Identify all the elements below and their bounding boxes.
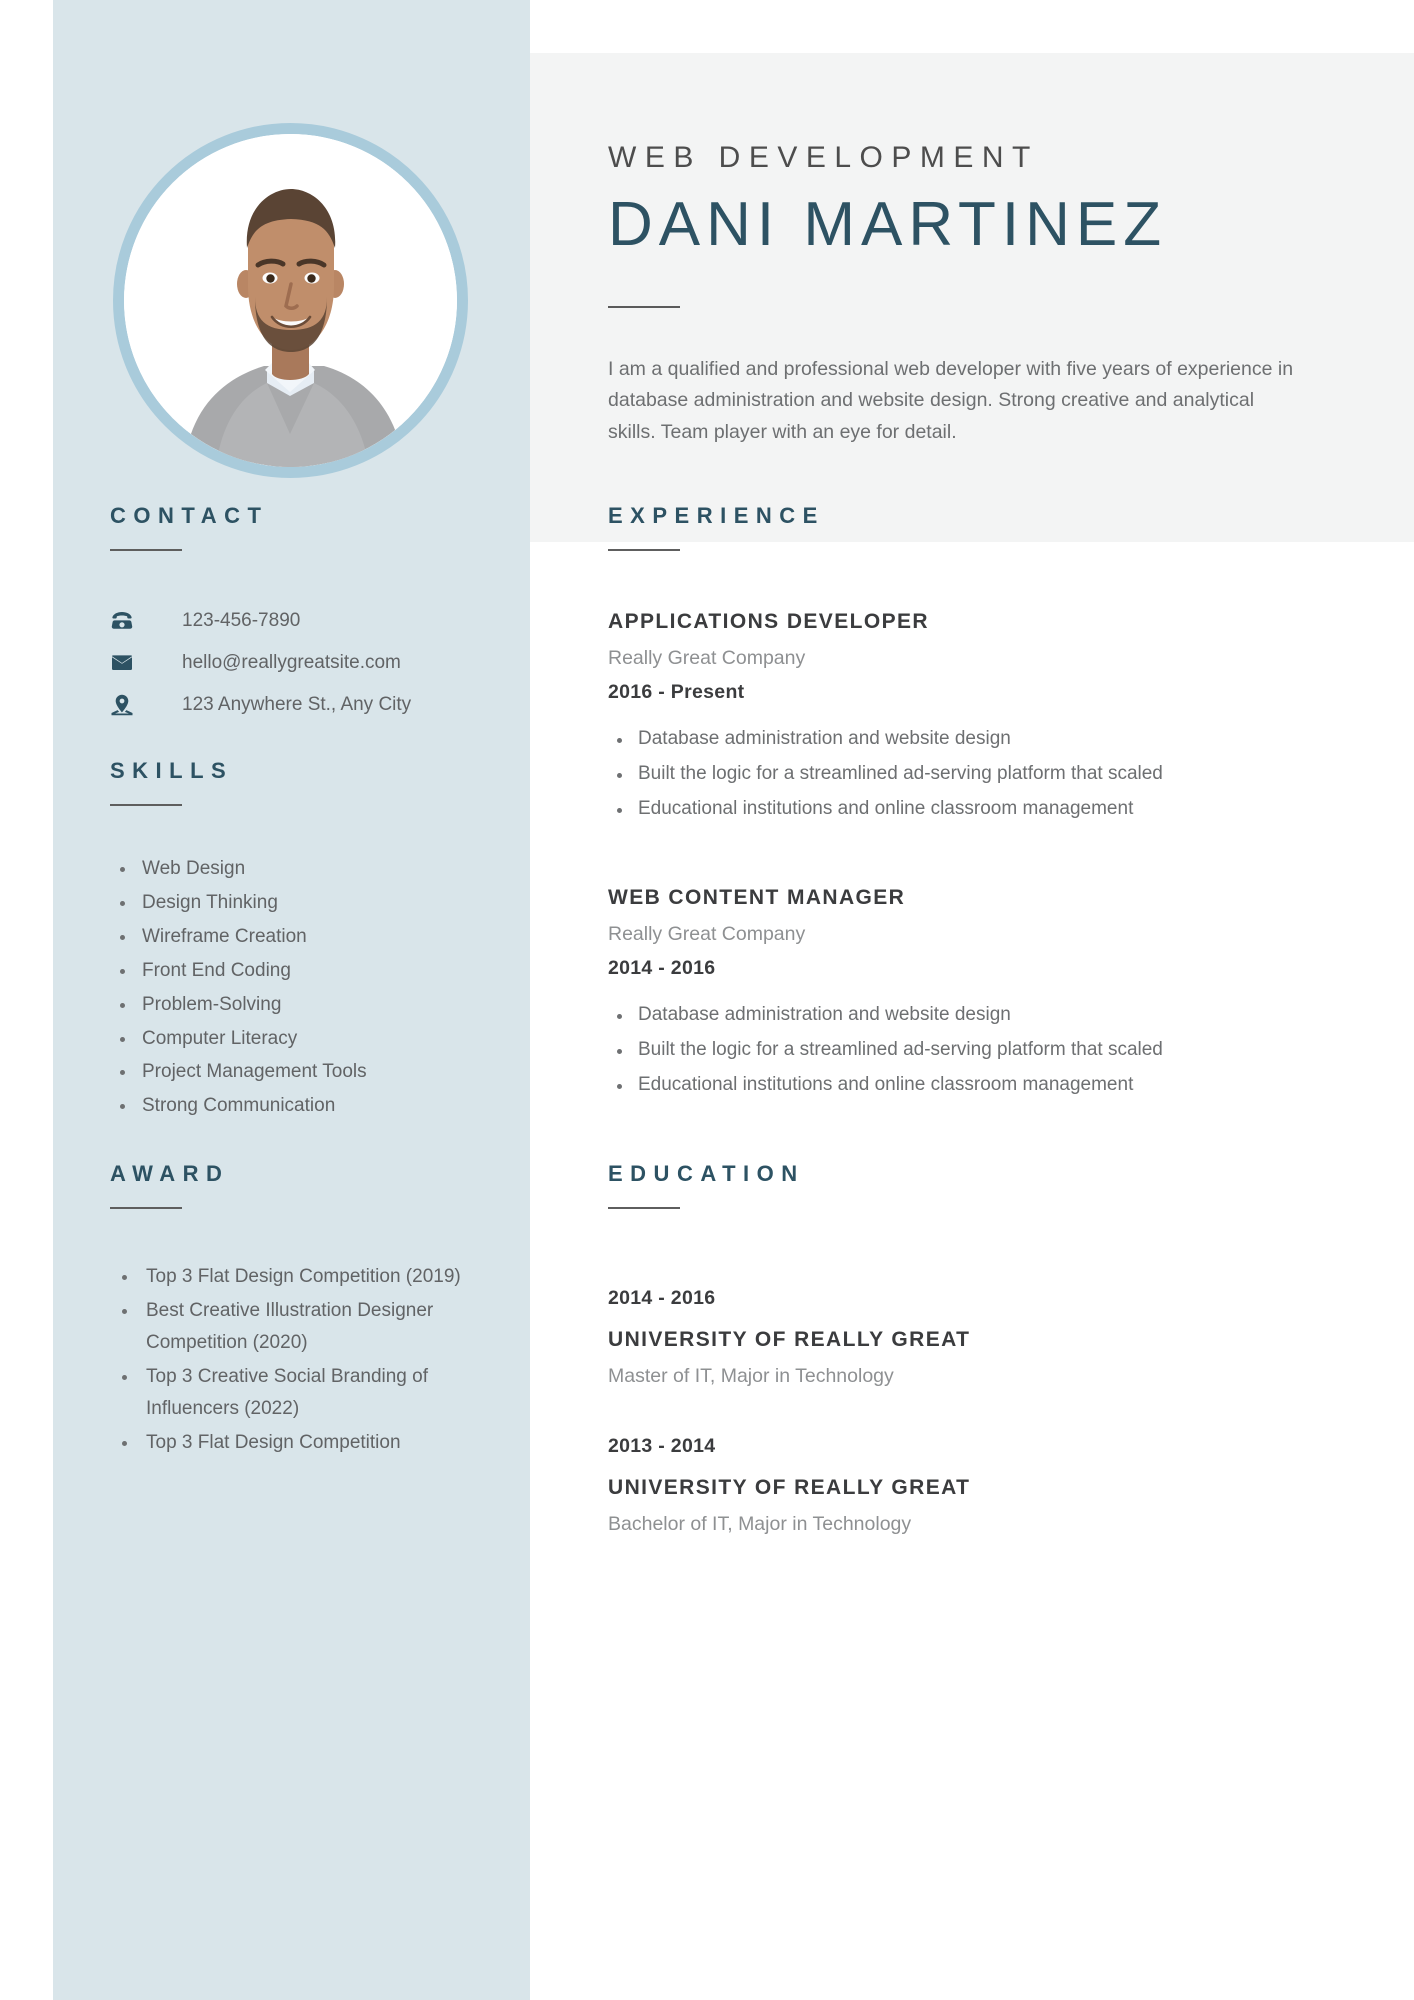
education-section-title: EDUCATION	[608, 1161, 805, 1186]
contact-section	[110, 505, 510, 726]
experience-section-divider	[608, 549, 680, 551]
list-item: Top 3 Flat Design Competition (2019)	[110, 1261, 480, 1293]
award-list	[110, 1261, 480, 1458]
list-item: Database administration and website design	[608, 723, 1348, 756]
skills-section-divider	[110, 804, 182, 806]
contact-item-phone[interactable]	[110, 600, 510, 642]
job-responsibility-list	[608, 999, 1348, 1101]
education-school: UNIVERSITY OF REALLY GREAT	[608, 1476, 971, 1499]
job-title: APPLICATIONS DEVELOPER	[608, 610, 929, 633]
list-item: Educational institutions and online classroom management	[608, 793, 1348, 826]
list-item: Best Creative Illustration Designer Competition (2020)	[110, 1295, 480, 1359]
skills-section	[110, 760, 510, 1124]
contact-item-address[interactable]	[110, 684, 510, 726]
experience-entry	[608, 609, 1348, 825]
list-item: Strong Communication	[110, 1090, 510, 1122]
job-dates: 2014 - 2016	[608, 957, 716, 980]
list-item: Computer Literacy	[110, 1023, 510, 1055]
job-dates: 2016 - Present	[608, 681, 745, 704]
contact-item-email[interactable]	[110, 642, 510, 684]
experience-section	[608, 505, 1348, 1103]
list-item: Design Thinking	[110, 887, 510, 919]
list-item: Web Design	[110, 853, 510, 885]
list-item: Wireframe Creation	[110, 921, 510, 953]
education-degree: Master of IT, Major in Technology	[608, 1365, 894, 1387]
candidate-name: DANI MARTINEZ	[608, 190, 1168, 259]
job-role-title: WEB DEVELOPMENT	[608, 141, 1039, 174]
header-text-block	[608, 140, 1308, 448]
education-degree: Bachelor of IT, Major in Technology	[608, 1513, 912, 1535]
experience-entry	[608, 885, 1348, 1101]
location-pin-icon	[110, 693, 144, 717]
email-icon	[110, 651, 144, 675]
education-dates: 2014 - 2016	[608, 1287, 716, 1309]
list-item: Built the logic for a streamlined ad-serving platform that scaled	[608, 758, 1348, 791]
list-item: Educational institutions and online classroom management	[608, 1069, 1348, 1102]
contact-section-title: CONTACT	[110, 503, 269, 528]
contact-section-divider	[110, 549, 182, 551]
phone-number: 123-456-7890	[182, 610, 301, 631]
job-responsibility-list	[608, 723, 1348, 825]
portrait-illustration	[124, 134, 457, 467]
education-section-divider	[608, 1207, 680, 1209]
job-title: WEB CONTENT MANAGER	[608, 886, 906, 910]
contact-list	[110, 600, 510, 726]
list-item: Top 3 Flat Design Competition	[110, 1427, 480, 1459]
award-section-title: AWARD	[110, 1161, 230, 1186]
profile-summary: I am a qualified and professional web developer with five years of experience in database administration and website design. Strong creative and analytical skills. Team player with an eye for detail.	[608, 357, 1294, 443]
email-address: hello@reallygreatsite.com	[182, 652, 401, 673]
education-entry	[608, 1435, 1348, 1536]
list-item: Database administration and website design	[608, 999, 1348, 1032]
job-company: Really Great Company	[608, 647, 806, 670]
list-item: Top 3 Creative Social Branding of Influencers (2022)	[110, 1361, 480, 1425]
education-dates: 2013 - 2014	[608, 1435, 716, 1457]
skills-section-title: SKILLS	[110, 758, 234, 783]
phone-icon	[110, 609, 144, 633]
list-item: Project Management Tools	[110, 1056, 510, 1088]
award-section-divider	[110, 1207, 182, 1209]
job-company: Really Great Company	[608, 923, 806, 946]
skills-list	[110, 853, 510, 1122]
list-item: Built the logic for a streamlined ad-serving platform that scaled	[608, 1034, 1348, 1067]
education-entry	[608, 1287, 1348, 1388]
profile-photo-inner	[124, 134, 457, 467]
education-section	[608, 1163, 1348, 1536]
header-divider	[608, 306, 680, 308]
education-school: UNIVERSITY OF REALLY GREAT	[608, 1328, 971, 1351]
profile-photo	[113, 123, 468, 478]
list-item: Problem-Solving	[110, 989, 510, 1021]
experience-section-title: EXPERIENCE	[608, 503, 825, 528]
street-address: 123 Anywhere St., Any City	[182, 694, 412, 715]
award-section	[110, 1163, 510, 1460]
list-item: Front End Coding	[110, 955, 510, 987]
